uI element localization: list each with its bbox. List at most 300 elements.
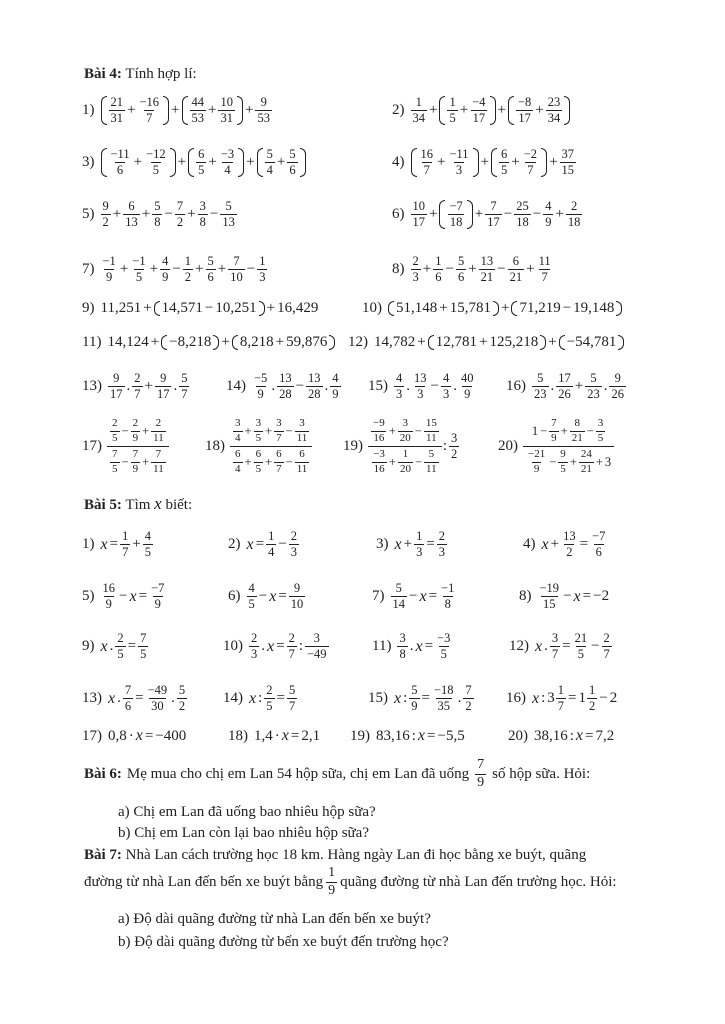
fraction xyxy=(131,418,141,444)
operator: · xyxy=(274,727,280,744)
bai4-problem-6 xyxy=(392,200,583,229)
fraction-numerator: 7 xyxy=(465,683,472,697)
bai5-problem-9 xyxy=(82,632,149,661)
fraction xyxy=(220,200,237,229)
problem-label: 2) xyxy=(228,536,241,553)
fraction-numerator: 2 xyxy=(132,417,139,429)
fraction-numerator: 5 xyxy=(178,683,186,697)
operator: . xyxy=(324,378,329,395)
bai4-subtitle: Tính hợp lí: xyxy=(125,66,197,82)
fraction xyxy=(330,372,340,401)
operator: − xyxy=(445,261,454,278)
fraction-numerator: 5 xyxy=(428,448,435,461)
fraction-denominator: 53 xyxy=(257,111,270,126)
bai5-problem-3 xyxy=(376,530,448,559)
operator: + xyxy=(244,454,252,469)
fraction-denominator: 26 xyxy=(611,387,624,402)
fraction-numerator: 1 xyxy=(184,254,192,268)
fraction-numerator: 7 xyxy=(124,683,132,697)
fraction xyxy=(546,96,563,125)
variable-x: x xyxy=(541,535,549,553)
problem-label: 15) xyxy=(368,690,388,707)
fraction xyxy=(409,684,419,713)
bai6-question-a: a) Chị em Lan đã uống bao nhiêu hộp sữa? xyxy=(118,804,376,820)
operator: + xyxy=(276,154,286,171)
operator: − xyxy=(503,206,513,223)
problem-label: 11) xyxy=(82,334,102,350)
fraction xyxy=(295,418,310,444)
fraction-numerator: 6 xyxy=(255,448,262,461)
fraction-numerator: 7 xyxy=(132,448,139,461)
fraction xyxy=(137,96,161,125)
fraction-denominator: 8 xyxy=(154,215,161,230)
operator: + xyxy=(555,206,564,223)
fraction-denominator: 3 xyxy=(416,545,423,560)
fraction xyxy=(123,684,133,713)
fraction-numerator: 16 xyxy=(102,581,115,595)
fraction xyxy=(543,200,553,229)
bai5-problem-7 xyxy=(372,582,457,611)
fraction-denominator: 7 xyxy=(289,699,296,714)
fraction xyxy=(558,449,568,475)
fraction-denominator: 3 xyxy=(442,387,450,402)
operator: = xyxy=(135,690,144,707)
fraction xyxy=(143,530,153,559)
operator: + xyxy=(388,423,396,438)
problem-label: 10) xyxy=(223,638,243,655)
fraction-denominator: 9 xyxy=(132,462,139,475)
fraction-denominator: 11 xyxy=(296,462,308,475)
fraction-denominator: 4 xyxy=(235,462,241,475)
fraction-numerator: 7 xyxy=(490,199,497,213)
problem-expression xyxy=(100,96,273,125)
problem-expression xyxy=(100,632,150,661)
problem-expression xyxy=(248,684,298,713)
fraction-denominator: 3 xyxy=(455,163,463,178)
fraction-numerator: 13 xyxy=(308,371,321,385)
fraction xyxy=(101,255,118,284)
fraction-denominator: 9 xyxy=(551,431,557,444)
fraction-denominator: 5 xyxy=(112,431,118,444)
fraction-numerator: 1 xyxy=(589,683,596,697)
fraction-numerator: 3 xyxy=(402,417,409,429)
problem-expression xyxy=(393,684,475,713)
problem-label: 14) xyxy=(223,690,243,707)
fraction xyxy=(522,148,539,177)
problem-expression xyxy=(246,530,301,559)
fraction-denominator: 5 xyxy=(135,270,143,285)
problem-expression xyxy=(534,632,613,661)
fraction-numerator: −16 xyxy=(139,95,160,109)
operator: + xyxy=(143,300,152,316)
fraction-numerator: −4 xyxy=(472,95,486,109)
compound-fraction xyxy=(230,418,312,475)
fraction-numerator: 1 xyxy=(415,95,422,109)
operator: − xyxy=(414,423,422,438)
fraction-denominator: 18 xyxy=(567,215,581,230)
operator: + xyxy=(569,454,577,469)
variable-x: x xyxy=(535,637,543,655)
fraction xyxy=(190,96,207,125)
operator: : xyxy=(403,690,408,707)
fraction-numerator: 9 xyxy=(102,199,109,213)
fraction-denominator: 9 xyxy=(545,215,552,230)
fraction-numerator: 6 xyxy=(276,448,282,461)
fraction-denominator: 8 xyxy=(444,597,451,612)
fraction xyxy=(101,582,118,611)
fraction-numerator: 17 xyxy=(558,371,571,385)
operator: + xyxy=(149,261,159,278)
problem-expression xyxy=(246,582,307,611)
fraction xyxy=(573,632,590,661)
fraction-numerator: 5 xyxy=(537,371,544,385)
variable-x: x xyxy=(394,689,402,707)
fraction xyxy=(485,200,502,229)
operator: + xyxy=(275,334,285,350)
fraction xyxy=(441,372,451,401)
fraction xyxy=(596,418,606,444)
fraction xyxy=(295,449,310,475)
problem-expression xyxy=(387,301,623,316)
fraction-denominator: 8 xyxy=(199,215,206,230)
fraction-denominator: 4 xyxy=(224,163,231,178)
operator: − xyxy=(285,454,293,469)
fraction-denominator: 3 xyxy=(259,270,266,285)
bai4-problem-3 xyxy=(82,148,307,177)
fraction-denominator: 34 xyxy=(547,111,561,126)
fraction-numerator: 15 xyxy=(425,417,437,429)
fraction-numerator: −9 xyxy=(373,417,385,429)
operator: + xyxy=(127,102,136,119)
fraction xyxy=(266,530,276,559)
operator: = xyxy=(424,638,434,655)
operator: + xyxy=(474,206,484,223)
compound-denominator xyxy=(368,446,441,475)
number: 2 xyxy=(609,690,618,707)
fraction-numerator: −19 xyxy=(539,581,560,595)
compound-numerator xyxy=(107,418,169,446)
number: 7,2 xyxy=(595,727,615,744)
fraction-numerator: 2 xyxy=(251,631,258,645)
mixed-fraction xyxy=(587,684,597,713)
fraction-numerator: 1 xyxy=(122,529,129,543)
operator: + xyxy=(560,423,568,438)
operator: . xyxy=(109,638,114,655)
fraction-numerator: 5 xyxy=(289,147,296,161)
parenthesized-group xyxy=(507,96,571,125)
problem-expression xyxy=(251,372,342,401)
fraction-numerator: 2 xyxy=(117,631,124,645)
bai7-frac-den: 9 xyxy=(328,882,336,898)
fraction-numerator: 5 xyxy=(395,581,402,595)
fraction-numerator: −1 xyxy=(132,254,146,268)
problem-label: 18) xyxy=(228,727,248,744)
fraction-denominator: 7 xyxy=(551,647,559,662)
fraction-denominator: 15 xyxy=(543,597,556,612)
fraction-numerator: 9 xyxy=(160,371,167,385)
operator: + xyxy=(422,261,432,278)
number: −54,781 xyxy=(566,334,617,350)
operator: . xyxy=(550,378,555,395)
operator: − xyxy=(258,588,268,605)
fraction-numerator: 2 xyxy=(571,199,578,213)
fraction-numerator: −49 xyxy=(147,683,168,697)
fraction xyxy=(526,449,547,475)
problem-expression xyxy=(375,728,466,744)
fraction-denominator: 5 xyxy=(560,462,566,475)
bai4-problem-14 xyxy=(226,372,342,401)
fraction-denominator: 18 xyxy=(516,215,529,230)
fraction-numerator: 2 xyxy=(438,529,446,543)
bai4-problem-2 xyxy=(392,96,571,125)
fraction-numerator: 3 xyxy=(299,417,305,429)
operator: + xyxy=(141,206,151,223)
bai5-problem-19 xyxy=(350,728,466,744)
fraction-denominator: 18 xyxy=(449,215,463,230)
fraction-denominator: 2 xyxy=(176,215,184,230)
fraction-numerator: 5 xyxy=(266,147,273,161)
operator: + xyxy=(388,454,396,469)
fraction-numerator: 21 xyxy=(110,95,123,109)
problem-label: 12) xyxy=(509,638,529,655)
bai4-problem-8 xyxy=(392,255,554,284)
fraction-numerator: 9 xyxy=(614,371,621,385)
fraction-numerator: 1 xyxy=(435,254,442,268)
variable-x: x xyxy=(100,535,108,553)
number: −400 xyxy=(155,727,187,744)
fraction xyxy=(120,530,130,559)
fraction-numerator: 4 xyxy=(396,371,403,385)
bai6-text-b: số hộp sữa. Hỏi: xyxy=(492,765,591,782)
number: −8,218 xyxy=(169,334,212,350)
problem-label: 1) xyxy=(82,102,95,119)
fraction-denominator: 15 xyxy=(561,163,575,178)
variable-x: x xyxy=(417,727,426,744)
fraction-denominator: 11 xyxy=(426,462,437,475)
bai4-problem-5 xyxy=(82,200,238,229)
fraction xyxy=(228,255,245,284)
problem-label: 5) xyxy=(82,206,95,223)
bai4-title: Bài 4: xyxy=(84,66,122,82)
fraction-denominator: 6 xyxy=(457,270,465,285)
number: 19,148 xyxy=(573,300,615,316)
bai5-variable: x xyxy=(154,494,162,513)
operator: = xyxy=(582,588,592,605)
number: 51,148 xyxy=(396,300,438,316)
parenthesized-group xyxy=(558,335,626,350)
operator: − xyxy=(285,423,293,438)
parenthesized-group xyxy=(438,96,496,125)
fraction-numerator: 2 xyxy=(266,683,273,697)
fraction-denominator: 5 xyxy=(144,545,152,560)
fraction-denominator: 3 xyxy=(290,545,298,560)
bai6-statement xyxy=(84,758,590,790)
parenthesized-group xyxy=(187,148,245,177)
operator: + xyxy=(511,154,520,171)
fraction xyxy=(151,418,166,444)
expression-tail xyxy=(442,432,460,461)
number: 15,781 xyxy=(449,300,491,316)
variable-x: x xyxy=(129,587,137,605)
fraction-denominator: 9 xyxy=(411,699,418,714)
operator: = xyxy=(568,690,577,707)
fraction-numerator: 2 xyxy=(412,254,419,268)
operator: + xyxy=(417,334,426,350)
fraction-denominator: 17 xyxy=(412,215,425,230)
problem-label: 6) xyxy=(228,588,241,605)
fraction xyxy=(306,372,323,401)
bai5-subtitle-post: biết: xyxy=(165,497,193,513)
number: 0,8 xyxy=(108,727,127,744)
fraction xyxy=(411,96,428,125)
problem-label: 14) xyxy=(226,378,246,395)
fraction xyxy=(305,632,329,661)
fraction-numerator: 9 xyxy=(260,95,267,109)
fraction xyxy=(115,632,125,661)
fraction-denominator: 28 xyxy=(308,387,321,402)
problem-label: 10) xyxy=(362,300,382,316)
operator: : xyxy=(442,438,448,455)
fraction-numerator: −1 xyxy=(441,581,455,595)
compound-numerator xyxy=(230,418,312,446)
fraction-numerator: 7 xyxy=(233,254,240,268)
operator: = xyxy=(109,536,119,553)
fraction-numerator: 1 xyxy=(402,448,409,461)
fraction-denominator: 5 xyxy=(440,647,447,662)
operator: . xyxy=(261,638,265,655)
problem-expression xyxy=(107,728,187,744)
operator: . xyxy=(173,378,178,395)
operator: + xyxy=(497,102,506,119)
fraction xyxy=(152,200,162,229)
operator: + xyxy=(535,102,544,119)
operator: + xyxy=(244,102,254,119)
fraction-numerator: 37 xyxy=(561,147,575,161)
fraction-numerator: 10 xyxy=(412,199,425,213)
fraction xyxy=(123,200,140,229)
variable-x: x xyxy=(267,637,275,655)
fraction-numerator: −11 xyxy=(449,147,469,161)
bai5-problem-10 xyxy=(223,632,330,661)
operator: = xyxy=(426,536,435,553)
variable-x: x xyxy=(394,535,402,553)
operator: − xyxy=(414,454,423,469)
fraction-numerator: 1 xyxy=(416,529,423,543)
fraction-numerator: −11 xyxy=(110,147,130,161)
operator: = xyxy=(427,727,436,744)
fraction-denominator: 16 xyxy=(373,462,385,475)
operator: = xyxy=(276,690,285,707)
fraction xyxy=(532,372,549,401)
problem-label: 7) xyxy=(82,261,95,278)
bai5-problem-14 xyxy=(223,684,298,713)
number: 1 xyxy=(531,423,539,438)
operator: − xyxy=(562,300,572,316)
problem-label: 15) xyxy=(368,378,388,395)
number: 14,124 xyxy=(107,334,149,350)
fraction-denominator: 17 xyxy=(110,387,123,402)
fraction xyxy=(459,372,476,401)
problem-label: 13) xyxy=(82,690,102,707)
fraction-numerator: 40 xyxy=(460,371,474,385)
fraction xyxy=(109,96,126,125)
bai5-problem-11 xyxy=(372,632,453,661)
fraction-numerator: 5 xyxy=(154,199,161,213)
fraction-denominator: 6 xyxy=(207,270,214,285)
bai5-problem-4 xyxy=(523,530,608,559)
fraction-denominator: 5 xyxy=(117,647,124,662)
problem-label: 2) xyxy=(392,102,405,119)
fraction xyxy=(508,255,525,284)
fraction xyxy=(579,449,594,475)
bai5-title: Bài 5: xyxy=(84,497,122,513)
fraction-denominator: 2 xyxy=(184,270,192,285)
bai4-problem-1 xyxy=(82,96,273,125)
number: 2,1 xyxy=(301,727,321,744)
fraction-numerator: 44 xyxy=(191,95,204,109)
operator: : xyxy=(411,727,416,744)
fraction xyxy=(590,530,607,559)
fraction-denominator: 21 xyxy=(509,270,523,285)
variable-x: x xyxy=(249,689,257,707)
number: 59,876 xyxy=(286,334,328,350)
bai6-question-b: b) Chị em Lan còn lại bao nhiêu hộp sữa? xyxy=(118,825,369,841)
fraction-numerator: 6 xyxy=(235,448,241,461)
problem-expression xyxy=(100,148,307,177)
fraction-denominator: 2 xyxy=(102,215,109,230)
fraction xyxy=(101,200,111,229)
compound-fraction xyxy=(107,418,169,475)
fraction xyxy=(397,632,407,661)
parenthesized-group xyxy=(387,301,500,316)
parenthesized-group xyxy=(100,96,171,125)
operator: − xyxy=(532,206,542,223)
fraction xyxy=(108,372,125,401)
fraction-denominator: 35 xyxy=(437,699,451,714)
fraction-denominator: 26 xyxy=(558,387,571,402)
compound-fraction xyxy=(368,418,442,475)
operator: = xyxy=(585,727,594,744)
fraction xyxy=(144,148,168,177)
operator: + xyxy=(144,378,153,395)
parenthesized-group xyxy=(427,335,547,350)
fraction-numerator: 23 xyxy=(547,95,561,109)
compound-numerator xyxy=(368,418,442,446)
problem-expression xyxy=(523,418,614,475)
operator: + xyxy=(112,206,122,223)
fraction-denominator: 17 xyxy=(487,215,500,230)
operator: = xyxy=(144,727,154,744)
operator: + xyxy=(468,261,477,278)
parenthesized-group xyxy=(510,301,623,316)
fraction-denominator: 17 xyxy=(472,111,486,126)
fraction xyxy=(155,372,172,401)
fraction-denominator: 6 xyxy=(124,699,132,714)
bai5-problem-16 xyxy=(506,684,618,713)
fraction-numerator: 4 xyxy=(162,254,169,268)
fraction-numerator: 7 xyxy=(155,448,162,461)
fraction-denominator: 5 xyxy=(266,699,273,714)
fraction-denominator: 9 xyxy=(257,387,264,402)
parenthesized-group xyxy=(100,148,177,177)
fraction xyxy=(146,684,170,713)
fraction-denominator: 14 xyxy=(392,597,405,612)
fraction-denominator: 5 xyxy=(255,462,262,475)
operator: + xyxy=(133,154,143,171)
operator: + xyxy=(549,154,558,171)
problem-label: 19) xyxy=(343,438,363,455)
bai5-problem-5 xyxy=(82,582,167,611)
